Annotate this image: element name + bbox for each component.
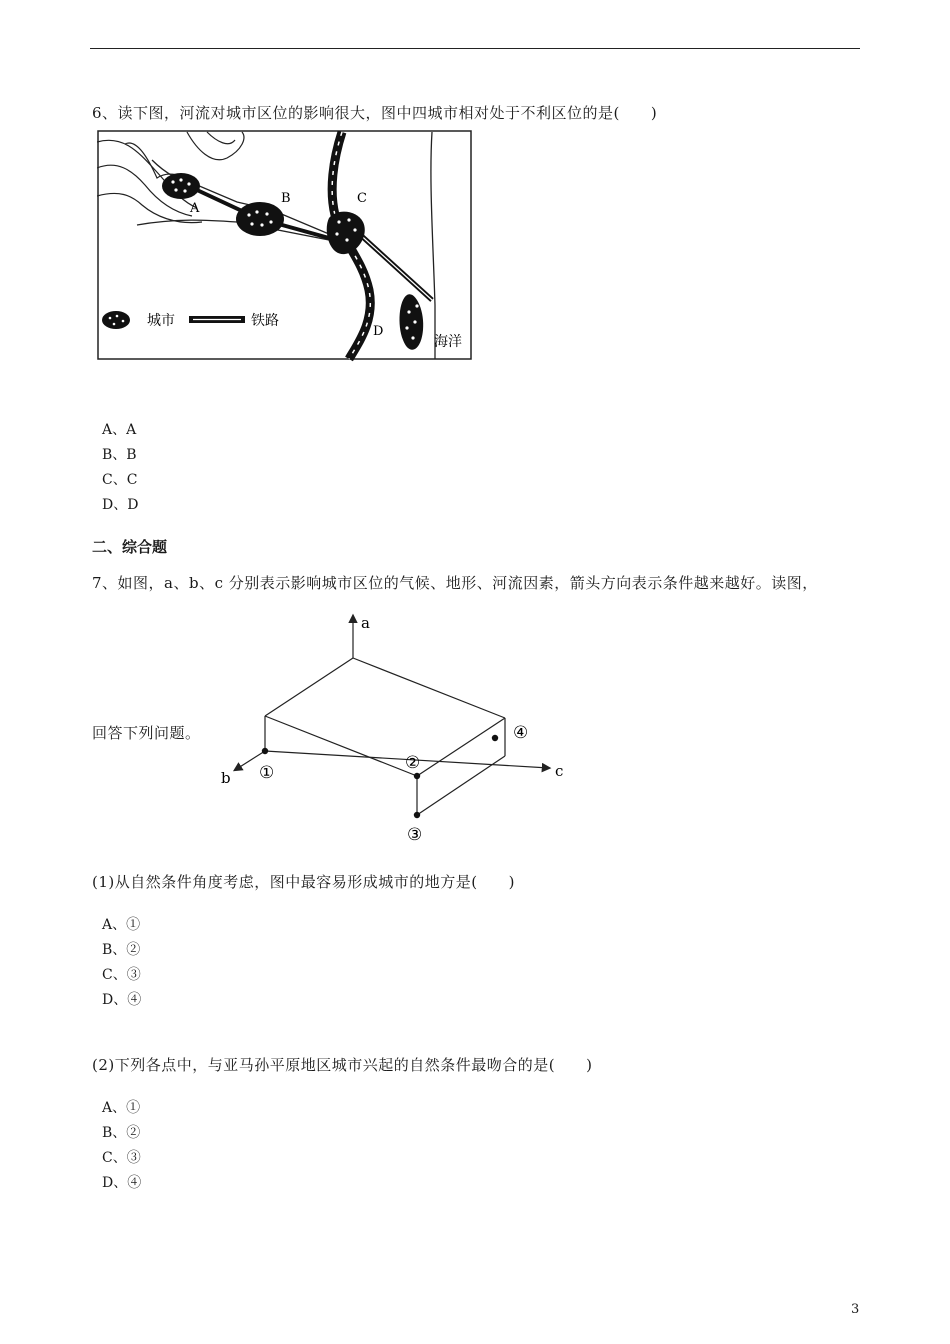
header-rule	[90, 48, 860, 49]
q7-sub1-option-a[interactable]: A、①	[102, 917, 141, 933]
axis-b-label: b	[221, 769, 231, 787]
q7-stem-continued: 回答下列问题。	[92, 724, 201, 742]
legend-railway-label: 铁路	[251, 313, 279, 329]
point-1-label: ①	[259, 763, 275, 783]
q7-sub2-option-a[interactable]: A、①	[102, 1100, 141, 1116]
point-3-dot	[414, 812, 420, 818]
q6-option-b[interactable]: B、B	[102, 447, 137, 463]
point-4-label: ④	[513, 723, 529, 743]
ocean-label: 海洋	[434, 334, 462, 350]
q7-stem: 7、如图，a、b、c 分别表示影响城市区位的气候、地形、河流因素，箭头方向表示条件越来越好。读图，	[92, 574, 818, 592]
city-a-label: A	[190, 201, 200, 216]
section-title: 二、综合题	[92, 538, 168, 556]
q7-sub2-option-c[interactable]: C、③	[102, 1150, 141, 1166]
q6-option-d[interactable]: D、D	[102, 497, 139, 513]
q7-sub1-option-d[interactable]: D、④	[102, 992, 142, 1008]
q6-option-c[interactable]: C、C	[102, 472, 138, 488]
city-c-label: C	[357, 191, 367, 206]
city-a-shape	[162, 173, 200, 199]
box-edges	[265, 658, 505, 815]
point-2-dot	[414, 773, 420, 779]
q6-option-a[interactable]: A、A	[102, 422, 137, 438]
q6-river-city-map	[97, 130, 473, 362]
point-2-label: ②	[405, 753, 421, 773]
legend-city-symbol	[102, 311, 130, 329]
q7-sub1-option-b[interactable]: B、②	[102, 942, 141, 958]
point-3-label: ③	[407, 825, 423, 845]
city-b-shape	[236, 202, 284, 236]
city-d-label: D	[373, 324, 384, 339]
q6-stem: 6、读下图，河流对城市区位的影响很大，图中四城市相对处于不利区位的是( )	[92, 104, 658, 122]
city-b-label: B	[281, 191, 291, 206]
axis-a-label: a	[361, 614, 370, 632]
q7-sub1-option-c[interactable]: C、③	[102, 967, 141, 983]
page-number: 3	[851, 1302, 860, 1317]
axis-c-label: c	[555, 762, 564, 780]
legend-city-label: 城市	[147, 313, 175, 329]
q7-sub2-question: (2)下列各点中，与亚马孙平原地区城市兴起的自然条件最吻合的是( )	[92, 1056, 593, 1074]
q7-sub2-option-d[interactable]: D、④	[102, 1175, 142, 1191]
q7-sub2-option-b[interactable]: B、②	[102, 1125, 141, 1141]
q7-factor-box-diagram	[215, 608, 575, 848]
q7-sub1-question: (1)从自然条件角度考虑，图中最容易形成城市的地方是( )	[92, 873, 515, 891]
point-4-dot	[492, 735, 498, 741]
point-1-dot	[262, 748, 268, 754]
